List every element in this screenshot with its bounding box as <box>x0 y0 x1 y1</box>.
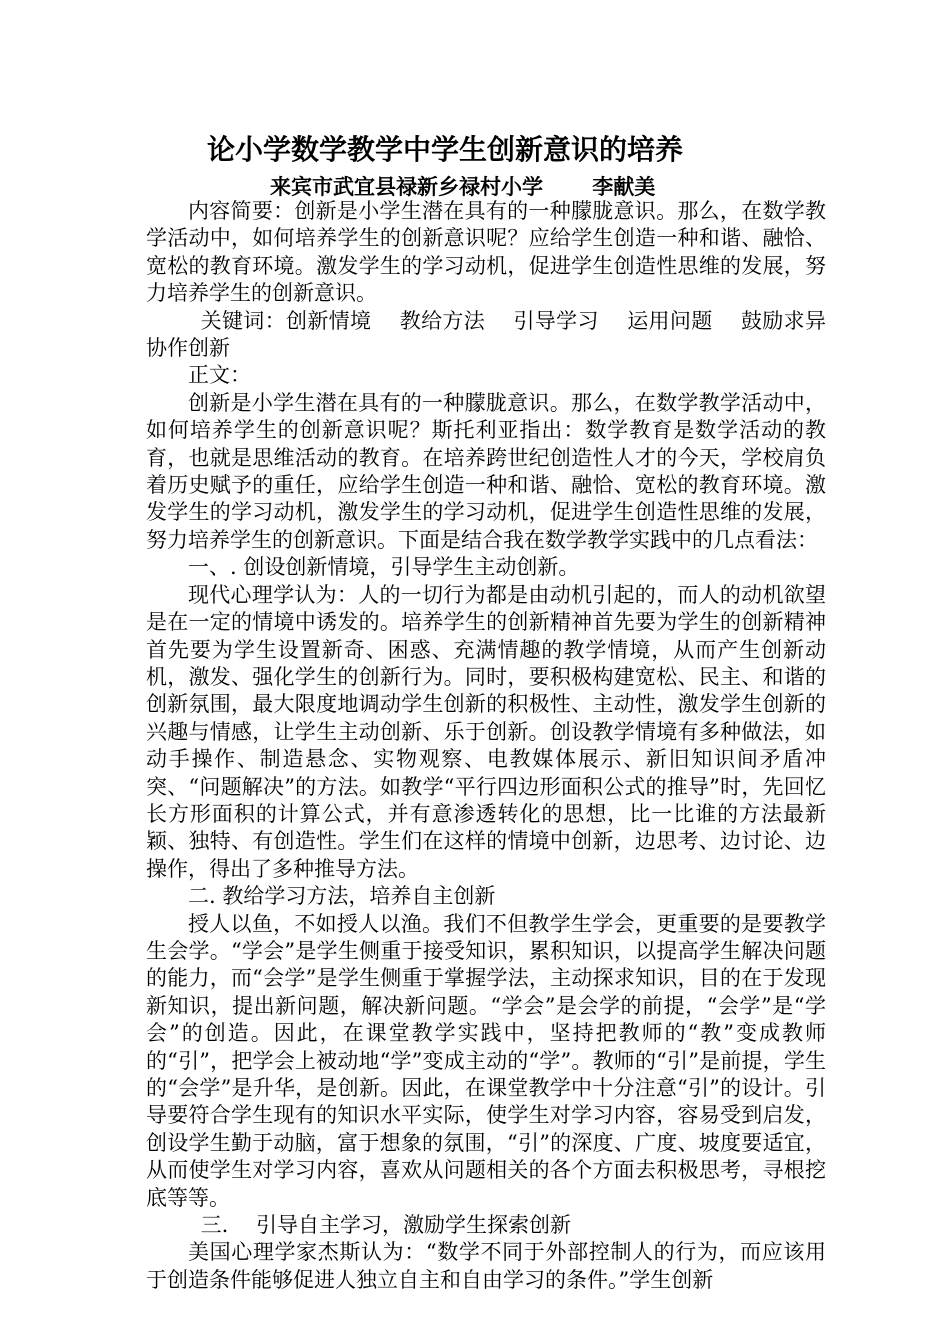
abstract-paragraph: 内容简要：创新是小学生潜在具有的一种朦胧意识。那么，在数学教学活动中，如何培养学生的创新意识呢？应给学生创造一种和谐、融恰、宽松的教育环境。激发学生的学习动机，促进学生创造性思维的发展，努力培养学生的创新意识。 <box>146 199 826 306</box>
section-3-heading: 三. 引导自主学习，激励学生探索创新 <box>200 1213 571 1238</box>
section-2-paragraph: 授人以鱼，不如授人以渔。我们不但教学生学会，更重要的是要教学生会学。“学会”是学生侧重于接受知识，累积知识，以提高学生解决问题的能力，而“会学”是学生侧重于掌握学法，主动探求知识，目的在于发现新知识，提出新问题，解决新问题。“学会”是会学的前提，“会学”是“学会”的创造。因此，在课堂教学实践中，坚持把教师的“教”变成教师的“引”，把学会上被动地“学”变成主动的“学”。教师的“引”是前提，学生的“会学”是升华，是创新。因此，在课堂教学中十分注意“引”的设计。引导要符合学生现有的知识水平实际，使学生对学习内容，容易受到启发，创设学生勤于动脑，富于想象的氛围，“引”的深度、广度、坡度要适宜，从而使学生对学习内容，喜欢从问题相关的各个方面去积极思考，寻根挖底等等。 <box>146 911 826 1210</box>
document-title: 论小学数学教学中学生创新意识的培养 <box>206 133 683 166</box>
author-byline: 来宾市武宜县禄新乡禄村小学 李献美 <box>270 174 656 199</box>
section-3-paragraph: 美国心理学家杰斯认为：“数学不同于外部控制人的行为，而应该用于创造条件能够促进人独立自主和自由学习的条件。”学生创新 <box>146 1240 826 1292</box>
keywords-paragraph: 关键词：创新情境 教给方法 引导学习 运用问题 鼓励求异 协作创新 <box>146 308 854 361</box>
section-1-heading: 一、. 创设创新情境，引导学生主动创新。 <box>188 555 580 580</box>
document-body <box>146 198 854 1294</box>
section-2-heading: 二. 教给学习方法，培养自主创新 <box>188 884 496 909</box>
section-1-paragraph: 现代心理学认为：人的一切行为都是由动机引起的，而人的动机欲望是在一定的情境中诱发的。培养学生的创新精神首先要为学生的创新精神首先要为学生设置新奇、困惑、充满情趣的教学情境，从而产生创新动机，激发、强化学生的创新行为。同时，要积极构建宽松、民主、和谐的创新氛围，最大限度地调动学生创新的积极性、主动性，激发学生创新的兴趣与情感，让学生主动创新、乐于创新。创设教学情境有多种做法，如动手操作、制造悬念、实物观察、电教媒体展示、新旧知识间矛盾冲突、“问题解决”的方法。如教学“平行四边形面积公式的推导”时，先回忆长方形面积的计算公式，并有意渗透转化的思想，比一比谁的方法最新颖、独特、有创造性。学生们在这样的情境中创新，边思考、边讨论、边操作，得出了多种推导方法。 <box>146 582 826 881</box>
intro-paragraph: 创新是小学生潜在具有的一种朦胧意识。那么，在数学教学活动中，如何培养学生的创新意识呢？斯托利亚指出：数学教育是数学活动的教育，也就是思维活动的教育。在培养跨世纪创造性人才的今天，学校肩负着历史赋予的重任，应给学生创造一种和谐、融恰、宽松的教育环境。激发学生的学习动机，激发学生的学习动机，促进学生创造性思维的发展，努力培养学生的创新意识。下面是结合我在数学教学实践中的几点看法： <box>146 390 826 552</box>
body-label: 正文： <box>188 363 251 388</box>
